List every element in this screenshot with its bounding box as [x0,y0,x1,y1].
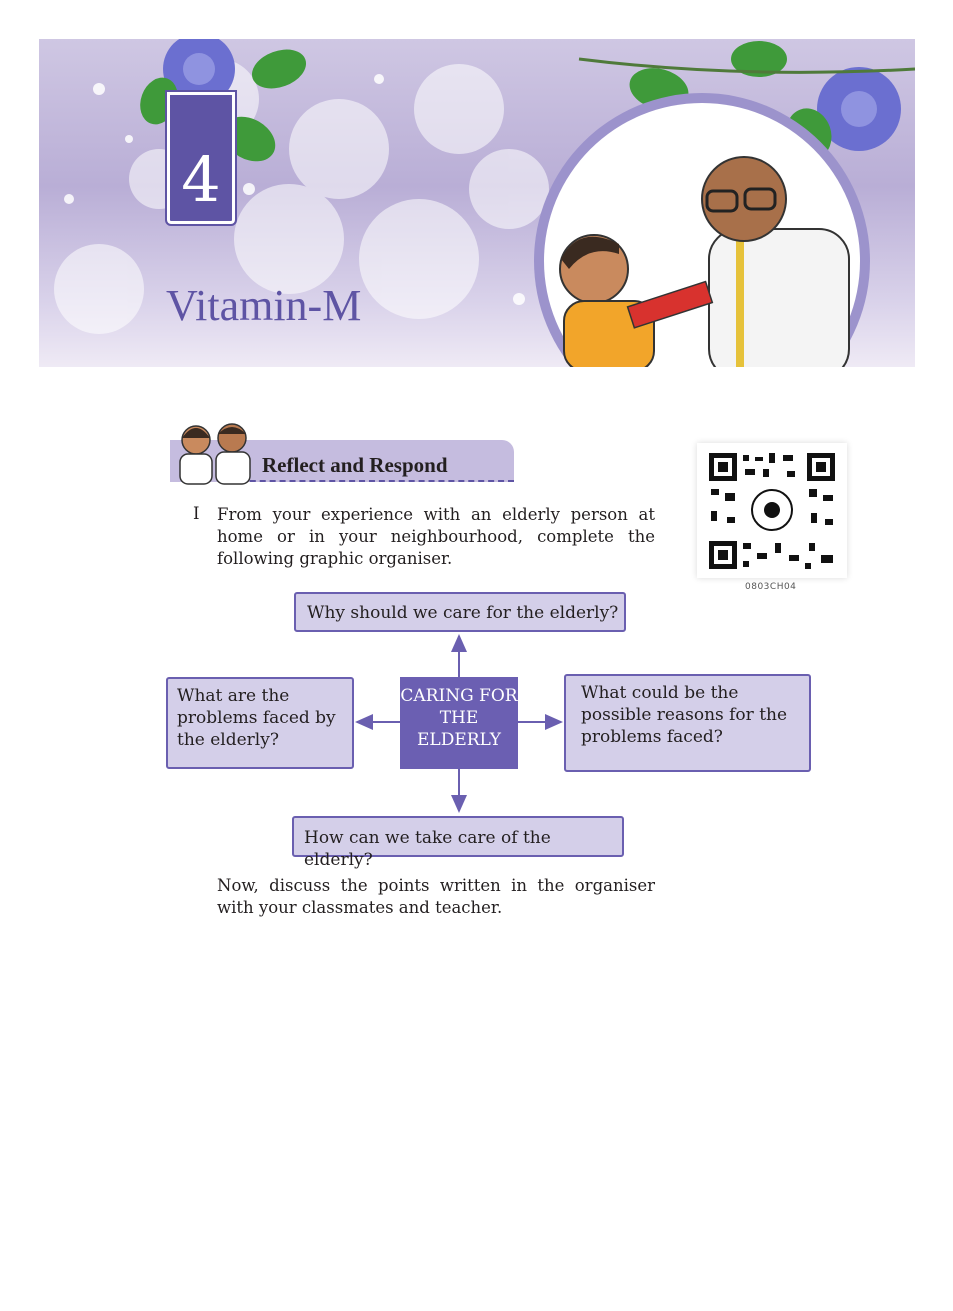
organiser-top-box: Why should we care for the elderly? [294,592,626,632]
chapter-number: 4 [181,143,221,216]
qr-code-label: 0803CH04 [745,582,797,592]
organiser-bottom-box: How can we take care of the elderly? [292,816,624,857]
chapter-title: Vitamin-M [166,281,362,330]
followup-text: Now, discuss the points written in the organiser with your classmates and teacher. [217,876,655,917]
question-text: From your experience with an elderly person at home or in your neighbourhood, complete the following graphic organiser. [217,505,655,568]
organiser-left-box: What are the problems faced by the elderly? [166,677,354,769]
organiser-right-box: What could be the possible reasons for the problems faced? [564,674,811,772]
organiser-center-box: CARING FOR THE ELDERLY [400,677,518,769]
section-title: Reflect and Respond [262,453,448,477]
question-number: I [193,504,200,523]
